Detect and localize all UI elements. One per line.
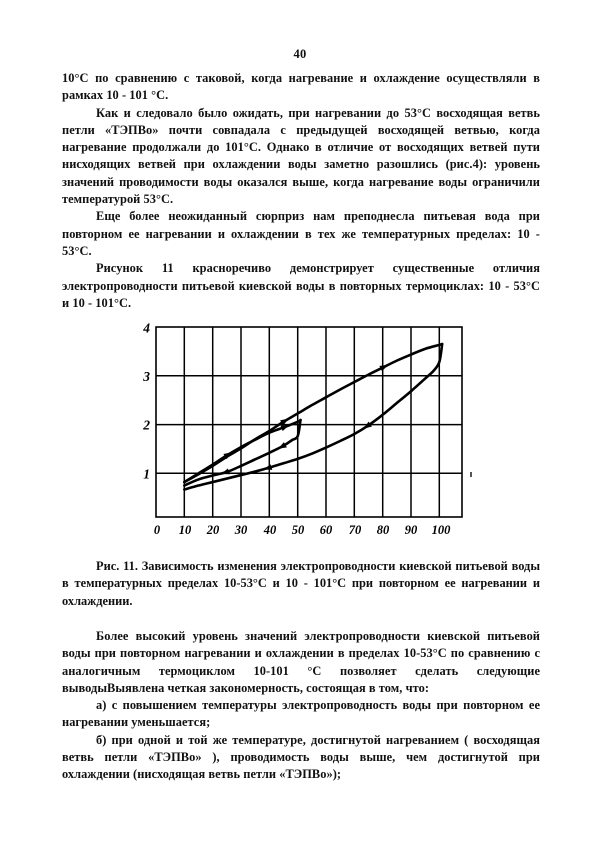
upper-text-block [62,70,540,312]
chart-series-1 [184,344,442,489]
y-tick-4: 4 [143,320,150,336]
direction-marker [221,469,230,475]
direction-marker [379,365,388,371]
x-tick-60: 60 [319,523,333,537]
lower-paragraph-2: а) с повышением температуры электропроводность воды при повторном ее нагревании уменьшается; [62,698,540,730]
x-tick-80: 80 [376,523,390,537]
figure-11 [0,306,600,546]
conductivity-hysteresis-chart [0,306,600,546]
lower-paragraph-3: б) при одной и той же температуре, достигнутой нагреванием ( восходящая ветвь петли «ТЭПВо» ), проводимость воды выше, чем достигнутой при охлаждении (нисходящая ветвь петли «ТЭПВо»); [62,732,540,782]
x-tick-40: 40 [263,523,277,537]
y-tick-3: 3 [143,369,150,384]
page-number: 40 [293,47,307,61]
x-tick-90: 90 [404,523,418,537]
x-tick-30: 30 [234,523,248,537]
lower-text-block [62,628,540,784]
x-tick-10: 10 [178,523,192,537]
x-tick-20: 20 [206,523,220,537]
direction-marker [263,464,272,470]
chart-grid [156,327,462,517]
direction-marker [280,425,289,431]
chart-series-0 [184,344,442,482]
paragraph-3: Еще более неожиданный сюрприз нам преподнесла питьевая вода при повторном ее нагревании и охлаждении в тех же температурных пределах: 10 - 53°С. [62,209,540,258]
x-tick-70: 70 [348,523,362,537]
chart-y-axis-labels [142,321,150,482]
figure-caption: Рис. 11. Зависимость изменения электропроводности киевской питьевой воды в температурных пределах 10-53°С и 10 - 101°С при повторном ее нагревании и охлаждении. [62,559,540,608]
chart-curves [184,344,442,489]
y-tick-1: 1 [143,466,150,482]
y-tick-2: 2 [143,417,150,433]
paragraph-1: 10°C по сравнению с таковой, когда нагревание и охлаждение осуществляли в рамках 10 - 101 °С. [62,71,540,103]
x-tick-0: 0 [153,523,161,537]
scan-artifact [470,472,472,477]
paragraph-2: Как и следовало было ожидать, при нагревании до 53°С восходящая ветвь петли «ТЭПВо» почти совпадала с предыдущей восходящей ветвью, когда нагревание продолжали до 101°С. Однако в отличие от восходящих ветвей пути нисходящих ветвей при охлаждении воды заметно разошлись (рис.4): уровень значений проводимости воды оказался выше, когда нагревание воды ограничили температурой 53°С. [62,105,540,207]
lower-paragraph-1: Более высокий уровень значений электропроводности киевской питьевой воды при повторном нагревании и охлаждении в пределах 10-53°С по сравнению с аналогичным термоциклом 10-101 °С позволяет сделать следующие выводыВыявлена четкая закономерность, состоящая в том, что: [62,629,540,695]
x-tick-50: 50 [291,523,305,537]
x-tick-100: 100 [431,523,451,537]
paragraph-4: Рисунок 11 красноречиво демонстрирует существенные отличия электропроводности питьевой киевской воды в повторных термоциклах: 10 - 53°С и 10 - 101°С. [62,261,540,310]
chart-x-axis-labels [154,523,451,537]
